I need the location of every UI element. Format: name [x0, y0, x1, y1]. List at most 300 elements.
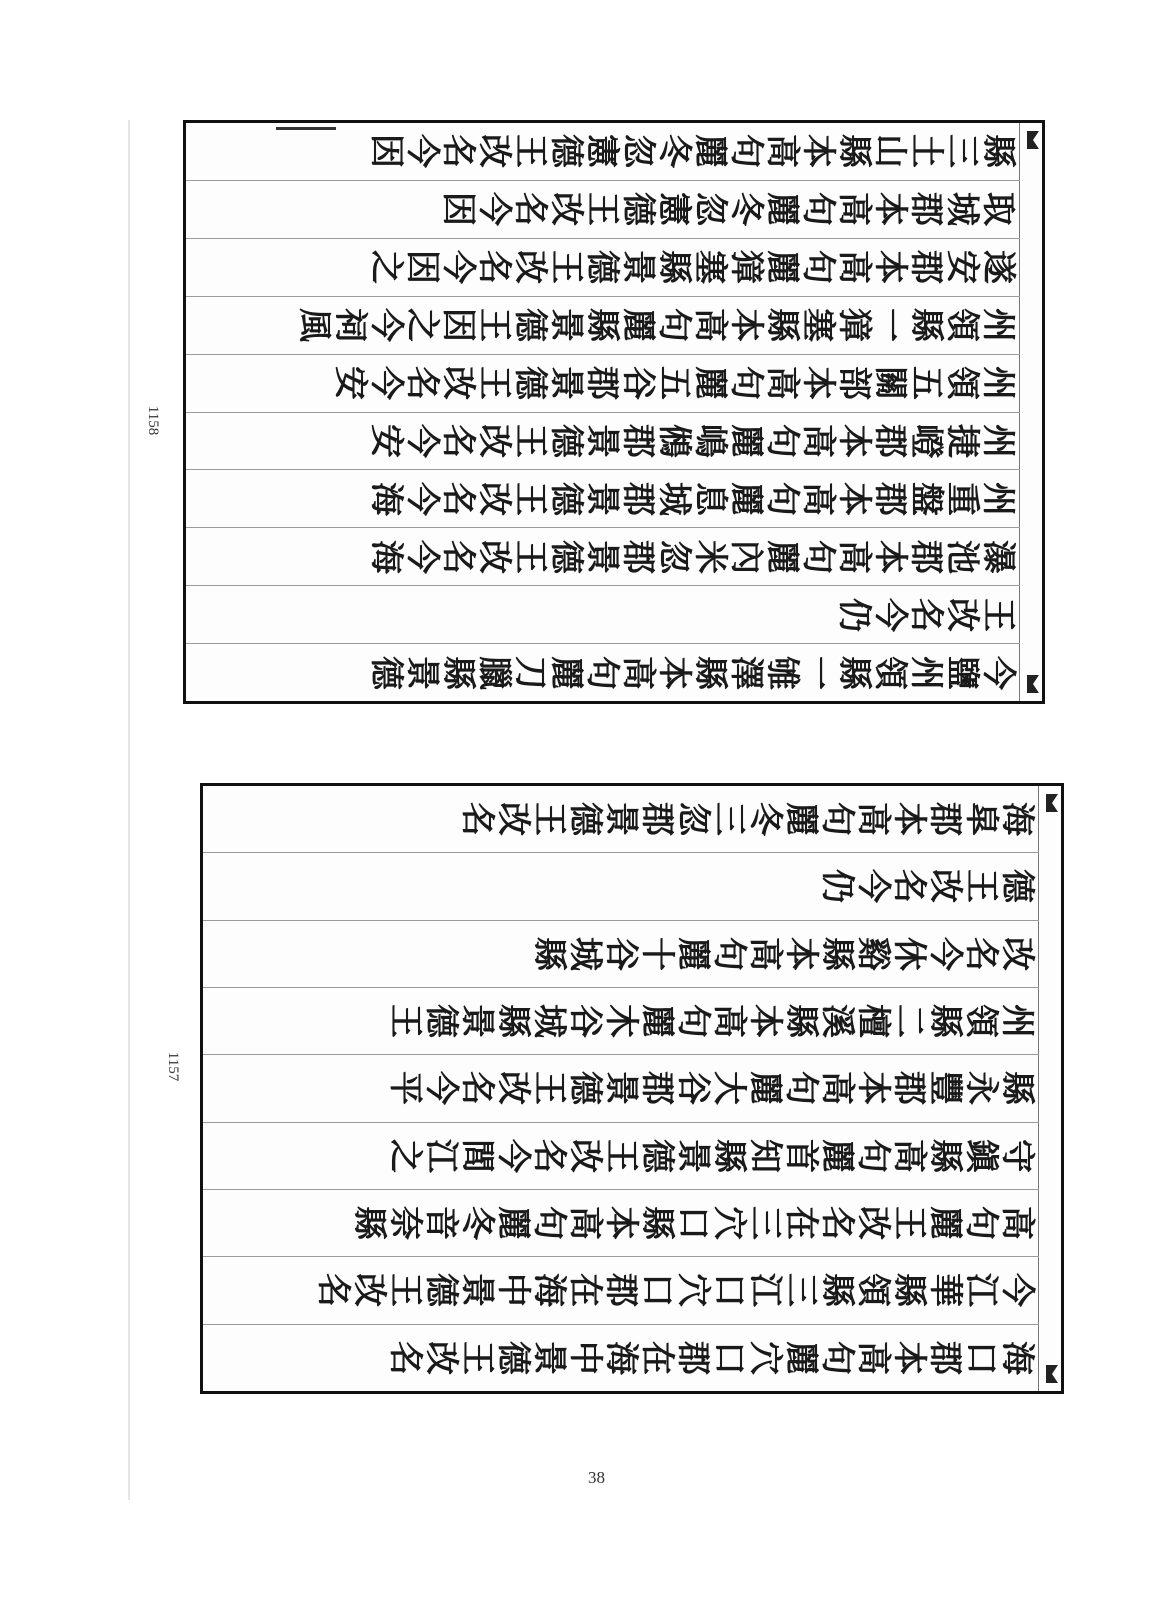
glyph: 三 — [942, 134, 982, 169]
glyph: 內 — [726, 539, 766, 574]
glyph: 高 — [690, 308, 730, 343]
glyph: 本 — [781, 936, 821, 971]
glyph: 本 — [889, 1340, 929, 1375]
glyph: 德 — [546, 539, 586, 574]
glyph: 麗 — [726, 423, 766, 458]
glyph: 縣 — [925, 1004, 965, 1039]
glyph: 海 — [997, 1340, 1037, 1375]
text-column — [186, 123, 1020, 181]
woodblock-leaf-upper — [183, 120, 1045, 704]
glyph: 州 — [997, 1004, 1037, 1039]
text-column — [186, 239, 1020, 297]
glyph: 音 — [421, 1206, 461, 1241]
glyph: 海 — [601, 1340, 641, 1375]
glyph: 麗 — [726, 481, 766, 516]
glyph: 高 — [565, 1206, 605, 1241]
glyph: 改 — [421, 1340, 461, 1375]
glyph: 知 — [745, 1138, 785, 1173]
glyph: 口 — [637, 1273, 677, 1308]
glyph: 名 — [906, 597, 946, 632]
glyph: 王 — [889, 1206, 929, 1241]
glyph: 景 — [601, 1071, 641, 1106]
glyph: 郡 — [618, 539, 658, 574]
glyph: 因 — [438, 308, 478, 343]
page-gutter — [128, 120, 130, 1500]
glyph: 句 — [961, 1206, 1001, 1241]
text-column — [203, 1190, 1039, 1257]
glyph: 縣 — [529, 936, 569, 971]
glyph: 仍 — [817, 869, 857, 904]
glyph: 因 — [402, 250, 442, 285]
glyph: 領 — [942, 308, 982, 343]
glyph: 縣 — [834, 655, 874, 690]
text-column — [203, 1055, 1039, 1122]
glyph: 縣 — [493, 1004, 533, 1039]
glyph: 之 — [366, 250, 406, 285]
glyph: 今 — [402, 539, 442, 574]
glyph: 名 — [385, 1340, 425, 1375]
glyph: 改 — [474, 481, 514, 516]
text-column — [186, 297, 1020, 355]
text-column — [203, 853, 1039, 920]
glyph: 句 — [762, 423, 802, 458]
glyph: 縣 — [781, 1004, 821, 1039]
glyph: 憲 — [582, 134, 622, 169]
glyph: 名 — [438, 423, 478, 458]
glyph: 名 — [438, 539, 478, 574]
glyph: 祠 — [330, 308, 370, 343]
glyph: 高 — [762, 366, 802, 401]
glyph: 改 — [349, 1273, 389, 1308]
glyph: 縣 — [925, 1138, 965, 1173]
glyph: 王 — [510, 539, 550, 574]
text-columns — [186, 123, 1020, 701]
glyph: 三 — [745, 1206, 785, 1241]
glyph: 刀 — [510, 655, 550, 690]
glyph: 縣 — [817, 936, 857, 971]
glyph: 冬 — [745, 802, 785, 837]
glyph: 息 — [690, 481, 730, 516]
glyph: 麗 — [690, 366, 730, 401]
page-number-upper: 1158 — [145, 405, 162, 436]
glyph: 改 — [493, 802, 533, 837]
page-number-lower: 1157 — [165, 1051, 182, 1082]
glyph: 德 — [366, 655, 406, 690]
glyph: 海 — [997, 802, 1037, 837]
fishtail-mark-icon — [1027, 675, 1039, 693]
glyph: 五 — [654, 366, 694, 401]
glyph: 縣 — [997, 1071, 1037, 1106]
glyph: 十 — [637, 936, 677, 971]
glyph: 景 — [601, 802, 641, 837]
glyph: 今 — [978, 655, 1018, 690]
glyph: 本 — [834, 481, 874, 516]
glyph: 麗 — [493, 1206, 533, 1241]
glyph: 山 — [870, 134, 910, 169]
glyph: 改 — [474, 423, 514, 458]
glyph: 景 — [582, 539, 622, 574]
glyph: 名 — [402, 366, 442, 401]
glyph: 句 — [673, 1004, 713, 1039]
glyph: 句 — [817, 1340, 857, 1375]
glyph: 海 — [366, 481, 406, 516]
glyph: 王 — [385, 1273, 425, 1308]
glyph: 在 — [565, 1273, 605, 1308]
glyph: 郡 — [870, 481, 910, 516]
glyph: 改 — [565, 1138, 605, 1173]
block-heart — [1019, 123, 1042, 701]
glyph: 名 — [474, 250, 514, 285]
glyph: 王 — [582, 192, 622, 227]
glyph: 德 — [582, 250, 622, 285]
glyph: 景 — [529, 1340, 569, 1375]
glyph: 本 — [870, 539, 910, 574]
glyph: 在 — [781, 1206, 821, 1241]
glyph: 麗 — [817, 1138, 857, 1173]
glyph: 名 — [438, 481, 478, 516]
glyph: 德 — [546, 423, 586, 458]
glyph: 王 — [978, 597, 1018, 632]
glyph: 句 — [709, 936, 749, 971]
folio-number: 38 — [588, 1468, 605, 1487]
glyph: 江 — [961, 1273, 1001, 1308]
glyph: 本 — [853, 1071, 893, 1106]
glyph: 海 — [366, 539, 406, 574]
glyph: 郡 — [906, 250, 946, 285]
glyph: 州 — [978, 481, 1018, 516]
text-column — [186, 644, 1020, 701]
glyph: 句 — [853, 1138, 893, 1173]
glyph: 高 — [853, 1340, 893, 1375]
glyph: 今 — [493, 1138, 533, 1173]
glyph: 縣 — [438, 655, 478, 690]
glyph: 縣 — [637, 1206, 677, 1241]
glyph: 德 — [618, 192, 658, 227]
glyph: 本 — [834, 423, 874, 458]
glyph: 今 — [870, 597, 910, 632]
glyph: 今 — [438, 250, 478, 285]
glyph: 縣 — [654, 250, 694, 285]
glyph: 口 — [673, 1206, 713, 1241]
glyph: 谿 — [853, 936, 893, 971]
text-column — [203, 1257, 1039, 1324]
glyph: 領 — [961, 1004, 1001, 1039]
text-column — [186, 470, 1020, 528]
glyph: 土 — [906, 134, 946, 169]
glyph: 永 — [961, 1071, 1001, 1106]
glyph: 句 — [582, 655, 622, 690]
glyph: 郡 — [637, 1071, 677, 1106]
glyph: 德 — [546, 481, 586, 516]
glyph: 麗 — [690, 134, 730, 169]
glyph: 郡 — [925, 802, 965, 837]
glyph: 臘 — [474, 655, 514, 690]
scan-artifact — [276, 127, 336, 130]
glyph: 米 — [690, 539, 730, 574]
glyph: 城 — [654, 481, 694, 516]
glyph: 高 — [853, 802, 893, 837]
glyph: 重 — [942, 481, 982, 516]
glyph: 句 — [798, 192, 838, 227]
text-column — [203, 921, 1039, 988]
glyph: 忽 — [618, 134, 658, 169]
glyph: 谷 — [673, 1071, 713, 1106]
glyph: 江 — [745, 1273, 785, 1308]
glyph: 郡 — [925, 1340, 965, 1375]
glyph: 麗 — [745, 1071, 785, 1106]
glyph: 忽 — [690, 192, 730, 227]
glyph: 忽 — [673, 802, 713, 837]
glyph: 王 — [474, 308, 514, 343]
glyph: 今 — [402, 423, 442, 458]
glyph: 谷 — [565, 1004, 605, 1039]
glyph: 王 — [474, 366, 514, 401]
glyph: 王 — [529, 802, 569, 837]
glyph: 改 — [510, 250, 550, 285]
text-column — [186, 181, 1020, 239]
glyph: 德 — [421, 1004, 461, 1039]
glyph: 改 — [474, 539, 514, 574]
glyph: 名 — [529, 1138, 569, 1173]
glyph: 麗 — [762, 192, 802, 227]
glyph: 景 — [582, 423, 622, 458]
glyph: 句 — [798, 250, 838, 285]
glyph: 句 — [529, 1206, 569, 1241]
glyph: 塞 — [798, 308, 838, 343]
glyph: 豐 — [925, 1071, 965, 1106]
glyph: 王 — [385, 1004, 425, 1039]
glyph: 因 — [438, 192, 478, 227]
glyph: 江 — [421, 1138, 461, 1173]
glyph: 縣 — [762, 308, 802, 343]
glyph: 因 — [366, 134, 406, 169]
glyph: 忽 — [654, 539, 694, 574]
text-column — [186, 355, 1020, 413]
glyph: 本 — [654, 655, 694, 690]
text-column — [186, 586, 1020, 644]
glyph: 郡 — [906, 192, 946, 227]
glyph: 華 — [925, 1273, 965, 1308]
glyph: 池 — [942, 539, 982, 574]
text-column — [203, 786, 1039, 853]
glyph: 城 — [565, 936, 605, 971]
glyph: 今 — [402, 481, 442, 516]
glyph: 關 — [870, 366, 910, 401]
text-column — [186, 413, 1020, 471]
glyph: 高 — [745, 936, 785, 971]
glyph: 一 — [798, 655, 838, 690]
glyph: 麗 — [546, 655, 586, 690]
glyph: 名 — [438, 134, 478, 169]
glyph: 德 — [493, 1340, 533, 1375]
glyph: 縣 — [889, 1273, 929, 1308]
glyph: 改 — [474, 134, 514, 169]
glyph: 改 — [925, 869, 965, 904]
glyph: 鹽 — [942, 655, 982, 690]
glyph: 句 — [726, 366, 766, 401]
glyph: 五 — [906, 366, 946, 401]
glyph: 縣 — [690, 655, 730, 690]
glyph: 奈 — [385, 1206, 425, 1241]
text-column — [203, 1123, 1039, 1190]
glyph: 王 — [510, 134, 550, 169]
glyph: 口 — [709, 1273, 749, 1308]
glyph: 郡 — [889, 1071, 929, 1106]
glyph: 風 — [294, 308, 334, 343]
glyph: 句 — [726, 134, 766, 169]
glyph: 澤 — [726, 655, 766, 690]
glyph: 句 — [798, 539, 838, 574]
glyph: 閭 — [457, 1138, 497, 1173]
glyph: 今 — [474, 192, 514, 227]
glyph: 盤 — [906, 481, 946, 516]
glyph: 州 — [906, 655, 946, 690]
glyph: 改 — [438, 366, 478, 401]
glyph: 中 — [565, 1340, 605, 1375]
glyph: 高 — [618, 655, 658, 690]
glyph: 高 — [834, 192, 874, 227]
glyph: 取 — [978, 192, 1018, 227]
glyph: 句 — [654, 308, 694, 343]
glyph: 獐 — [726, 250, 766, 285]
glyph: 郡 — [870, 423, 910, 458]
fishtail-mark-icon — [1046, 1365, 1058, 1383]
glyph: 本 — [745, 1004, 785, 1039]
glyph: 溪 — [817, 1004, 857, 1039]
glyph: 之 — [385, 1138, 425, 1173]
glyph: 句 — [781, 1071, 821, 1106]
glyph: 捷 — [942, 423, 982, 458]
glyph: 王 — [457, 1340, 497, 1375]
glyph: 德 — [421, 1273, 461, 1308]
glyph: 句 — [762, 481, 802, 516]
glyph: 德 — [510, 366, 550, 401]
text-columns — [203, 786, 1039, 1391]
glyph: 景 — [618, 250, 658, 285]
glyph: 憲 — [654, 192, 694, 227]
glyph: 領 — [853, 1273, 893, 1308]
glyph: 縣 — [349, 1206, 389, 1241]
glyph: 今 — [366, 308, 406, 343]
glyph: 名 — [889, 869, 929, 904]
glyph: 王 — [546, 250, 586, 285]
glyph: 名 — [313, 1273, 353, 1308]
text-column — [186, 528, 1020, 586]
glyph: 冬 — [726, 192, 766, 227]
glyph: 州 — [978, 308, 1018, 343]
glyph: 王 — [601, 1138, 641, 1173]
glyph: 高 — [762, 134, 802, 169]
glyph: 本 — [870, 192, 910, 227]
text-column — [203, 1325, 1039, 1391]
glyph: 景 — [582, 481, 622, 516]
glyph: 郡 — [601, 1273, 641, 1308]
glyph: 改 — [853, 1206, 893, 1241]
glyph: 大 — [709, 1071, 749, 1106]
glyph: 鵂 — [654, 423, 694, 458]
glyph: 嶋 — [690, 423, 730, 458]
glyph: 本 — [726, 308, 766, 343]
glyph: 穴 — [745, 1340, 785, 1375]
glyph: 三 — [781, 1273, 821, 1308]
glyph: 王 — [510, 423, 550, 458]
glyph: 今 — [997, 1273, 1037, 1308]
glyph: 仍 — [834, 597, 874, 632]
glyph: 景 — [457, 1004, 497, 1039]
glyph: 麗 — [762, 250, 802, 285]
glyph: 德 — [565, 802, 605, 837]
glyph: 名 — [457, 1071, 497, 1106]
glyph: 麗 — [618, 308, 658, 343]
glyph: 改 — [493, 1071, 533, 1106]
glyph: 郡 — [673, 1340, 713, 1375]
glyph: 縣 — [817, 1273, 857, 1308]
glyph: 郡 — [906, 539, 946, 574]
glyph: 塞 — [690, 250, 730, 285]
glyph: 穴 — [673, 1273, 713, 1308]
glyph: 瀑 — [978, 539, 1018, 574]
glyph: 本 — [798, 134, 838, 169]
glyph: 遂 — [978, 250, 1018, 285]
glyph: 州 — [978, 366, 1018, 401]
glyph: 安 — [366, 423, 406, 458]
fishtail-mark-icon — [1027, 131, 1039, 149]
glyph: 本 — [889, 802, 929, 837]
glyph: 本 — [601, 1206, 641, 1241]
glyph: 麗 — [925, 1206, 965, 1241]
glyph: 縣 — [834, 134, 874, 169]
glyph: 德 — [637, 1138, 677, 1173]
glyph: 領 — [870, 655, 910, 690]
glyph: 麗 — [781, 1340, 821, 1375]
glyph: 名 — [457, 802, 497, 837]
glyph: 郡 — [637, 802, 677, 837]
glyph: 部 — [834, 366, 874, 401]
glyph: 高 — [798, 423, 838, 458]
glyph: 高 — [834, 539, 874, 574]
glyph: 休 — [889, 936, 929, 971]
glyph: 首 — [781, 1138, 821, 1173]
glyph: 今 — [925, 936, 965, 971]
glyph: 景 — [546, 308, 586, 343]
text-column — [203, 988, 1039, 1055]
glyph: 在 — [637, 1340, 677, 1375]
glyph: 改 — [546, 192, 586, 227]
glyph: 三 — [709, 802, 749, 837]
glyph: 郡 — [582, 366, 622, 401]
glyph: 口 — [709, 1340, 749, 1375]
glyph: 縣 — [978, 134, 1018, 169]
glyph: 高 — [817, 1071, 857, 1106]
glyph: 高 — [798, 481, 838, 516]
glyph: 城 — [942, 192, 982, 227]
glyph: 名 — [510, 192, 550, 227]
glyph: 高 — [709, 1004, 749, 1039]
glyph: 高 — [997, 1206, 1037, 1241]
glyph: 德 — [565, 1071, 605, 1106]
glyph: 麗 — [762, 539, 802, 574]
glyph: 皐 — [961, 802, 1001, 837]
glyph: 句 — [817, 802, 857, 837]
glyph: 今 — [402, 134, 442, 169]
glyph: 冬 — [457, 1206, 497, 1241]
glyph: 名 — [961, 936, 1001, 971]
glyph: 郡 — [618, 481, 658, 516]
glyph: 州 — [978, 423, 1018, 458]
glyph: 德 — [997, 869, 1037, 904]
glyph: 高 — [889, 1138, 929, 1173]
glyph: 景 — [457, 1273, 497, 1308]
